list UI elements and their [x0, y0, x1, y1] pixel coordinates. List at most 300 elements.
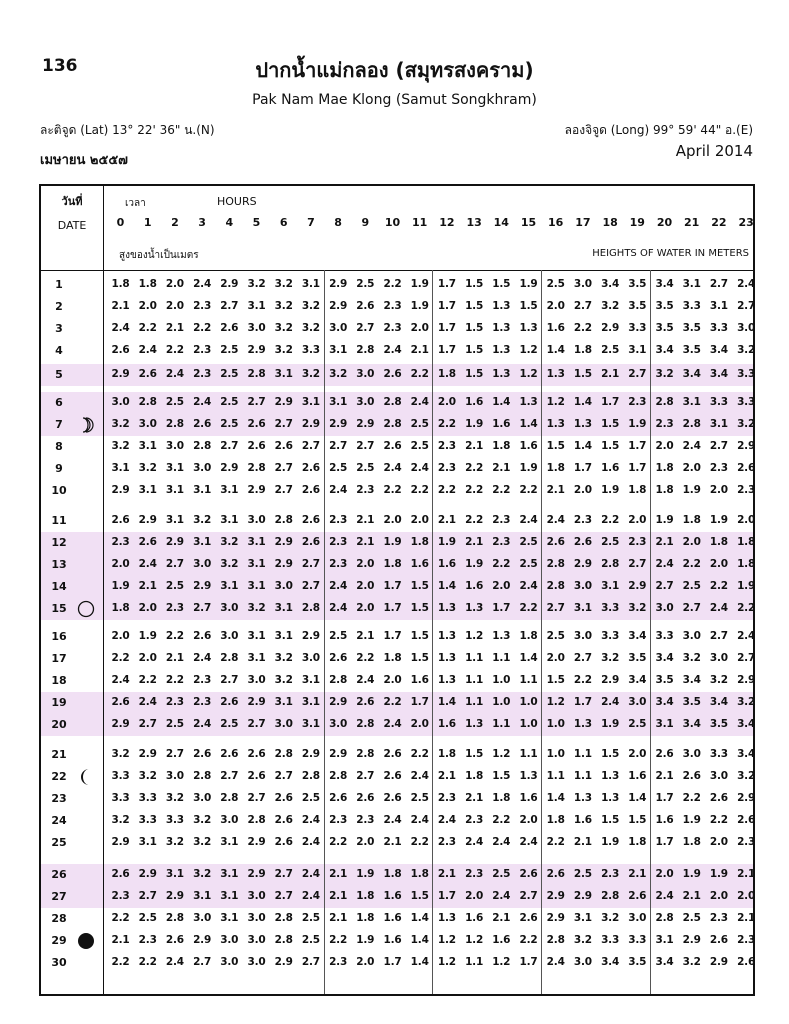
- water-height-cell: 3.4: [601, 278, 620, 290]
- water-height-cell: 3.3: [737, 368, 756, 380]
- water-height-cell: 2.0: [682, 536, 701, 548]
- water-height-cell: 1.1: [573, 748, 592, 760]
- water-height-cell: 2.5: [356, 278, 375, 290]
- water-height-cell: 2.4: [437, 814, 456, 826]
- water-height-cell: 2.5: [601, 536, 620, 548]
- water-height-cell: 3.1: [301, 674, 320, 686]
- water-height-cell: 3.5: [655, 322, 674, 334]
- water-height-cell: 1.3: [492, 344, 511, 356]
- hours-label: HOURS: [217, 195, 257, 208]
- water-height-cell: 3.0: [709, 770, 728, 782]
- water-height-cell: 3.2: [274, 344, 293, 356]
- water-height-cell: 1.4: [546, 792, 565, 804]
- water-height-cell: 2.9: [111, 368, 130, 380]
- water-height-cell: 2.2: [519, 484, 538, 496]
- water-height-cell: 1.0: [492, 696, 511, 708]
- water-height-cell: 2.4: [737, 278, 756, 290]
- water-height-cell: 1.5: [410, 890, 429, 902]
- water-height-cell: 2.8: [383, 418, 402, 430]
- water-height-cell: 2.1: [737, 912, 756, 924]
- water-height-cell: 2.5: [410, 792, 429, 804]
- water-height-cell: 2.4: [193, 396, 212, 408]
- water-height-cell: 3.1: [301, 396, 320, 408]
- water-height-cell: 2.5: [301, 912, 320, 924]
- water-height-cell: 2.3: [329, 558, 348, 570]
- water-height-cell: 2.4: [383, 344, 402, 356]
- water-height-cell: 3.5: [709, 718, 728, 730]
- water-height-cell: 2.5: [138, 912, 157, 924]
- water-height-cell: 2.6: [737, 956, 756, 968]
- water-height-cell: 3.2: [301, 368, 320, 380]
- water-height-cell: 1.1: [546, 770, 565, 782]
- water-height-cell: 2.4: [165, 368, 184, 380]
- water-height-cell: 2.6: [546, 868, 565, 880]
- water-height-cell: 3.2: [737, 344, 756, 356]
- water-height-cell: 1.5: [410, 652, 429, 664]
- water-height-cell: 2.2: [193, 322, 212, 334]
- water-height-cell: 2.3: [138, 934, 157, 946]
- water-height-cell: 2.4: [111, 322, 130, 334]
- water-height-cell: 2.3: [193, 344, 212, 356]
- water-height-cell: 2.3: [329, 814, 348, 826]
- water-height-cell: 2.0: [709, 836, 728, 848]
- water-height-cell: 3.2: [573, 934, 592, 946]
- water-height-cell: 2.6: [383, 770, 402, 782]
- water-height-cell: 3.2: [682, 956, 701, 968]
- water-height-cell: 2.9: [247, 484, 266, 496]
- water-height-cell: 1.6: [465, 912, 484, 924]
- water-height-cell: 1.5: [601, 748, 620, 760]
- water-height-cell: 2.2: [573, 674, 592, 686]
- water-height-cell: 3.2: [111, 418, 130, 430]
- water-height-cell: 3.2: [737, 770, 756, 782]
- water-height-cell: 2.9: [274, 396, 293, 408]
- water-height-cell: 2.9: [274, 536, 293, 548]
- water-height-cell: 3.2: [165, 792, 184, 804]
- date-label-english: DATE: [57, 219, 87, 232]
- water-height-cell: 2.4: [138, 696, 157, 708]
- water-height-cell: 2.1: [628, 868, 647, 880]
- water-height-cell: 1.3: [437, 674, 456, 686]
- water-height-cell: 2.5: [546, 630, 565, 642]
- water-height-cell: 1.9: [737, 580, 756, 592]
- water-height-cell: 3.2: [247, 602, 266, 614]
- water-height-cell: 2.4: [301, 890, 320, 902]
- water-height-cell: 2.7: [274, 484, 293, 496]
- water-height-cell: 2.5: [546, 278, 565, 290]
- water-height-cell: 2.8: [247, 368, 266, 380]
- water-height-cell: 2.6: [546, 536, 565, 548]
- water-height-cell: 2.0: [573, 484, 592, 496]
- water-height-cell: 2.4: [301, 868, 320, 880]
- water-height-cell: 1.1: [492, 718, 511, 730]
- water-height-cell: 2.3: [709, 912, 728, 924]
- hour-header: 21: [684, 216, 700, 229]
- water-height-cell: 1.8: [410, 868, 429, 880]
- table-row: [41, 510, 756, 532]
- water-height-cell: 1.9: [709, 868, 728, 880]
- water-height-cell: 3.1: [111, 462, 130, 474]
- water-height-cell: 2.8: [601, 890, 620, 902]
- water-height-cell: 2.7: [519, 890, 538, 902]
- water-height-cell: 2.4: [492, 836, 511, 848]
- water-height-cell: 3.3: [709, 396, 728, 408]
- water-height-cell: 2.3: [737, 934, 756, 946]
- water-height-cell: 2.7: [165, 558, 184, 570]
- day-number: 22: [51, 770, 67, 783]
- water-height-cell: 2.7: [301, 956, 320, 968]
- water-height-cell: 1.3: [573, 418, 592, 430]
- hour-header: 16: [548, 216, 564, 229]
- water-height-cell: 2.3: [329, 536, 348, 548]
- hour-header: 4: [225, 216, 234, 229]
- hour-header: 23: [738, 216, 754, 229]
- water-height-cell: 2.2: [465, 462, 484, 474]
- water-height-cell: 2.3: [492, 536, 511, 548]
- water-height-cell: 1.8: [546, 462, 565, 474]
- water-height-cell: 2.3: [655, 418, 674, 430]
- water-height-cell: 2.7: [737, 300, 756, 312]
- water-height-cell: 3.0: [247, 322, 266, 334]
- table-row: [41, 766, 756, 788]
- water-height-cell: 1.5: [410, 630, 429, 642]
- water-height-cell: 2.1: [492, 462, 511, 474]
- water-height-cell: 1.1: [519, 748, 538, 760]
- water-height-cell: 1.5: [601, 418, 620, 430]
- table-row: [41, 648, 756, 670]
- water-height-cell: 2.7: [301, 440, 320, 452]
- water-height-cell: 1.3: [465, 602, 484, 614]
- water-height-cell: 2.6: [682, 770, 701, 782]
- water-height-cell: 3.0: [247, 674, 266, 686]
- water-height-cell: 2.2: [465, 514, 484, 526]
- water-height-cell: 2.1: [383, 836, 402, 848]
- water-height-cell: 2.2: [519, 934, 538, 946]
- water-height-cell: 2.9: [220, 278, 239, 290]
- water-height-cell: 3.0: [165, 440, 184, 452]
- water-height-cell: 1.5: [465, 278, 484, 290]
- water-height-cell: 2.6: [329, 792, 348, 804]
- water-height-cell: 2.9: [193, 580, 212, 592]
- water-height-cell: 2.3: [437, 440, 456, 452]
- water-height-cell: 2.2: [383, 278, 402, 290]
- water-height-cell: 3.1: [301, 696, 320, 708]
- hour-header: 18: [602, 216, 618, 229]
- water-height-cell: 1.3: [492, 322, 511, 334]
- water-height-cell: 2.4: [356, 674, 375, 686]
- water-height-cell: 1.7: [573, 462, 592, 474]
- water-height-cell: 1.8: [682, 836, 701, 848]
- water-height-cell: 1.3: [519, 396, 538, 408]
- water-height-cell: 2.0: [437, 396, 456, 408]
- water-height-cell: 1.6: [628, 770, 647, 782]
- water-height-cell: 2.0: [138, 300, 157, 312]
- water-height-cell: 3.1: [573, 602, 592, 614]
- hour-header: 7: [307, 216, 315, 229]
- water-height-cell: 2.7: [356, 770, 375, 782]
- water-height-cell: 2.4: [410, 770, 429, 782]
- water-height-cell: 3.3: [601, 934, 620, 946]
- water-height-cell: 2.7: [301, 558, 320, 570]
- water-height-cell: 2.9: [138, 748, 157, 760]
- water-height-cell: 1.5: [465, 368, 484, 380]
- water-height-cell: 3.4: [628, 674, 647, 686]
- water-height-cell: 2.2: [410, 836, 429, 848]
- water-height-cell: 3.2: [737, 696, 756, 708]
- hour-header: 17: [575, 216, 591, 229]
- water-height-cell: 2.6: [111, 696, 130, 708]
- water-height-cell: 3.0: [193, 462, 212, 474]
- water-height-cell: 2.8: [383, 396, 402, 408]
- water-height-cell: 1.2: [465, 934, 484, 946]
- water-height-cell: 1.5: [573, 368, 592, 380]
- water-height-cell: 3.0: [165, 770, 184, 782]
- water-height-cell: 2.2: [138, 956, 157, 968]
- water-height-cell: 2.4: [193, 718, 212, 730]
- water-height-cell: 1.5: [465, 344, 484, 356]
- water-height-cell: 2.9: [165, 536, 184, 548]
- water-height-cell: 1.9: [601, 484, 620, 496]
- water-height-cell: 2.3: [737, 484, 756, 496]
- water-height-cell: 2.3: [737, 836, 756, 848]
- water-height-cell: 2.8: [220, 792, 239, 804]
- water-height-cell: 1.8: [628, 836, 647, 848]
- water-height-cell: 2.9: [329, 278, 348, 290]
- water-height-cell: 2.6: [709, 792, 728, 804]
- water-height-cell: 2.1: [465, 440, 484, 452]
- water-height-cell: 2.5: [165, 580, 184, 592]
- water-height-cell: 2.8: [329, 674, 348, 686]
- water-height-cell: 2.9: [329, 748, 348, 760]
- water-height-cell: 2.2: [465, 484, 484, 496]
- water-height-cell: 2.2: [573, 322, 592, 334]
- water-height-cell: 3.5: [682, 322, 701, 334]
- water-height-cell: 3.0: [573, 956, 592, 968]
- water-height-cell: 3.0: [138, 418, 157, 430]
- water-height-cell: 2.9: [682, 934, 701, 946]
- water-height-cell: 1.3: [519, 322, 538, 334]
- water-height-cell: 3.1: [247, 558, 266, 570]
- water-height-cell: 2.1: [356, 514, 375, 526]
- water-height-cell: 2.2: [111, 912, 130, 924]
- day-number: 10: [51, 484, 67, 497]
- day-number: 13: [51, 558, 67, 571]
- full-moon-icon: [77, 600, 95, 618]
- water-height-cell: 2.5: [165, 396, 184, 408]
- water-height-cell: 3.0: [274, 718, 293, 730]
- water-height-cell: 2.1: [601, 368, 620, 380]
- water-height-cell: 1.6: [519, 792, 538, 804]
- table-row: [41, 744, 756, 766]
- water-height-cell: 2.6: [709, 934, 728, 946]
- water-height-cell: 3.3: [111, 770, 130, 782]
- water-height-cell: 2.9: [165, 890, 184, 902]
- water-height-cell: 2.6: [193, 630, 212, 642]
- water-height-cell: 2.6: [138, 368, 157, 380]
- water-height-cell: 2.9: [737, 674, 756, 686]
- water-height-cell: 3.2: [274, 322, 293, 334]
- water-height-cell: 2.5: [301, 934, 320, 946]
- water-height-cell: 2.5: [329, 462, 348, 474]
- table-row: [41, 340, 756, 362]
- water-height-cell: 3.0: [329, 718, 348, 730]
- water-height-cell: 2.6: [737, 462, 756, 474]
- water-height-cell: 1.7: [601, 396, 620, 408]
- hour-header: 11: [412, 216, 428, 229]
- water-height-cell: 2.0: [165, 278, 184, 290]
- water-height-cell: 2.2: [682, 558, 701, 570]
- water-height-cell: 2.5: [682, 912, 701, 924]
- water-height-cell: 1.3: [492, 630, 511, 642]
- water-height-cell: 2.0: [655, 440, 674, 452]
- water-height-cell: 3.4: [601, 956, 620, 968]
- water-height-cell: 2.8: [274, 514, 293, 526]
- water-height-cell: 1.6: [383, 934, 402, 946]
- water-height-cell: 1.7: [437, 344, 456, 356]
- water-height-cell: 2.2: [709, 580, 728, 592]
- water-height-cell: 3.2: [193, 514, 212, 526]
- water-height-cell: 2.9: [737, 792, 756, 804]
- water-height-cell: 3.1: [165, 484, 184, 496]
- water-height-cell: 1.9: [655, 514, 674, 526]
- water-height-cell: 3.1: [329, 344, 348, 356]
- water-height-cell: 2.5: [492, 868, 511, 880]
- water-height-cell: 1.8: [383, 652, 402, 664]
- water-height-cell: 2.7: [274, 462, 293, 474]
- water-height-cell: 2.5: [519, 536, 538, 548]
- water-height-cell: 1.0: [519, 718, 538, 730]
- water-height-cell: 1.7: [628, 462, 647, 474]
- water-height-cell: 1.8: [682, 514, 701, 526]
- water-height-cell: 3.0: [737, 322, 756, 334]
- water-height-cell: 3.5: [628, 278, 647, 290]
- water-height-cell: 1.1: [492, 652, 511, 664]
- water-height-cell: 2.1: [465, 536, 484, 548]
- water-height-cell: 1.2: [437, 956, 456, 968]
- water-height-cell: 1.7: [437, 300, 456, 312]
- water-height-cell: 3.0: [220, 602, 239, 614]
- water-height-cell: 1.9: [356, 934, 375, 946]
- water-height-cell: 3.1: [329, 396, 348, 408]
- water-height-cell: 2.1: [437, 514, 456, 526]
- water-height-cell: 3.2: [301, 300, 320, 312]
- water-height-cell: 2.7: [274, 890, 293, 902]
- water-height-cell: 2.3: [111, 890, 130, 902]
- water-height-cell: 1.8: [546, 814, 565, 826]
- table-row: [41, 576, 756, 598]
- water-height-cell: 3.5: [628, 300, 647, 312]
- time-label-thai: เวลา: [125, 198, 146, 209]
- water-height-cell: 3.3: [111, 792, 130, 804]
- water-height-cell: 2.2: [492, 484, 511, 496]
- water-height-cell: 3.5: [628, 956, 647, 968]
- water-height-cell: 3.1: [709, 300, 728, 312]
- water-height-cell: 3.5: [682, 696, 701, 708]
- hour-header: 14: [493, 216, 509, 229]
- water-height-cell: 2.6: [301, 484, 320, 496]
- water-height-cell: 1.5: [601, 814, 620, 826]
- water-height-cell: 3.2: [111, 440, 130, 452]
- water-height-cell: 2.7: [274, 770, 293, 782]
- water-height-cell: 2.4: [383, 718, 402, 730]
- month-thai: เมษายน ๒๕๕๗: [40, 153, 128, 168]
- water-height-cell: 2.1: [165, 652, 184, 664]
- water-height-cell: 3.2: [220, 536, 239, 548]
- water-height-cell: 2.6: [274, 440, 293, 452]
- longitude: ลองจิจูด (Long) 99° 59' 44" อ.(E): [564, 123, 753, 137]
- water-height-cell: 2.1: [329, 868, 348, 880]
- water-height-cell: 3.3: [709, 748, 728, 760]
- water-height-cell: 2.4: [383, 462, 402, 474]
- table-row: [41, 714, 756, 736]
- water-height-cell: 2.6: [383, 748, 402, 760]
- water-height-cell: 2.0: [410, 322, 429, 334]
- water-height-cell: 2.5: [410, 418, 429, 430]
- water-height-cell: 2.6: [301, 514, 320, 526]
- day-number: 15: [51, 602, 67, 615]
- water-height-cell: 3.0: [220, 814, 239, 826]
- water-height-cell: 2.2: [111, 956, 130, 968]
- day-number: 9: [55, 462, 63, 475]
- water-height-cell: 2.6: [383, 440, 402, 452]
- page-number: 136: [42, 56, 78, 76]
- water-height-cell: 3.2: [601, 300, 620, 312]
- day-number: 8: [55, 440, 63, 453]
- water-height-cell: 2.4: [111, 674, 130, 686]
- water-height-cell: 2.9: [628, 580, 647, 592]
- water-height-cell: 2.3: [111, 536, 130, 548]
- water-height-cell: 2.7: [274, 418, 293, 430]
- water-height-cell: 2.7: [193, 602, 212, 614]
- water-height-cell: 3.1: [274, 602, 293, 614]
- water-height-cell: 1.9: [410, 300, 429, 312]
- water-height-cell: 1.8: [492, 440, 511, 452]
- water-height-cell: 3.2: [111, 748, 130, 760]
- water-height-cell: 1.3: [573, 792, 592, 804]
- water-height-cell: 3.3: [628, 322, 647, 334]
- water-height-cell: 3.3: [737, 396, 756, 408]
- water-height-cell: 1.6: [383, 890, 402, 902]
- water-height-cell: 2.1: [655, 536, 674, 548]
- water-height-cell: 2.9: [301, 630, 320, 642]
- water-height-cell: 3.1: [193, 484, 212, 496]
- water-height-cell: 2.9: [709, 956, 728, 968]
- water-height-cell: 2.5: [601, 344, 620, 356]
- water-height-cell: 1.9: [519, 278, 538, 290]
- water-height-cell: 2.3: [437, 792, 456, 804]
- water-height-cell: 1.7: [410, 696, 429, 708]
- water-height-cell: 3.1: [274, 368, 293, 380]
- water-height-cell: 2.2: [601, 514, 620, 526]
- water-height-cell: 1.8: [655, 484, 674, 496]
- water-height-cell: 3.0: [220, 956, 239, 968]
- water-height-cell: 1.8: [356, 890, 375, 902]
- water-height-cell: 2.2: [165, 674, 184, 686]
- water-height-cell: 3.3: [682, 300, 701, 312]
- water-height-cell: 2.8: [356, 748, 375, 760]
- water-height-cell: 2.7: [356, 322, 375, 334]
- hour-header: 8: [334, 216, 342, 229]
- water-height-cell: 3.2: [193, 836, 212, 848]
- day-number: 30: [51, 956, 67, 969]
- water-height-cell: 2.5: [356, 462, 375, 474]
- day-number: 23: [51, 792, 67, 805]
- new-moon-icon: [77, 932, 95, 950]
- water-height-cell: 2.7: [573, 652, 592, 664]
- water-height-cell: 2.6: [356, 792, 375, 804]
- water-height-cell: 1.3: [437, 602, 456, 614]
- water-height-cell: 3.2: [628, 602, 647, 614]
